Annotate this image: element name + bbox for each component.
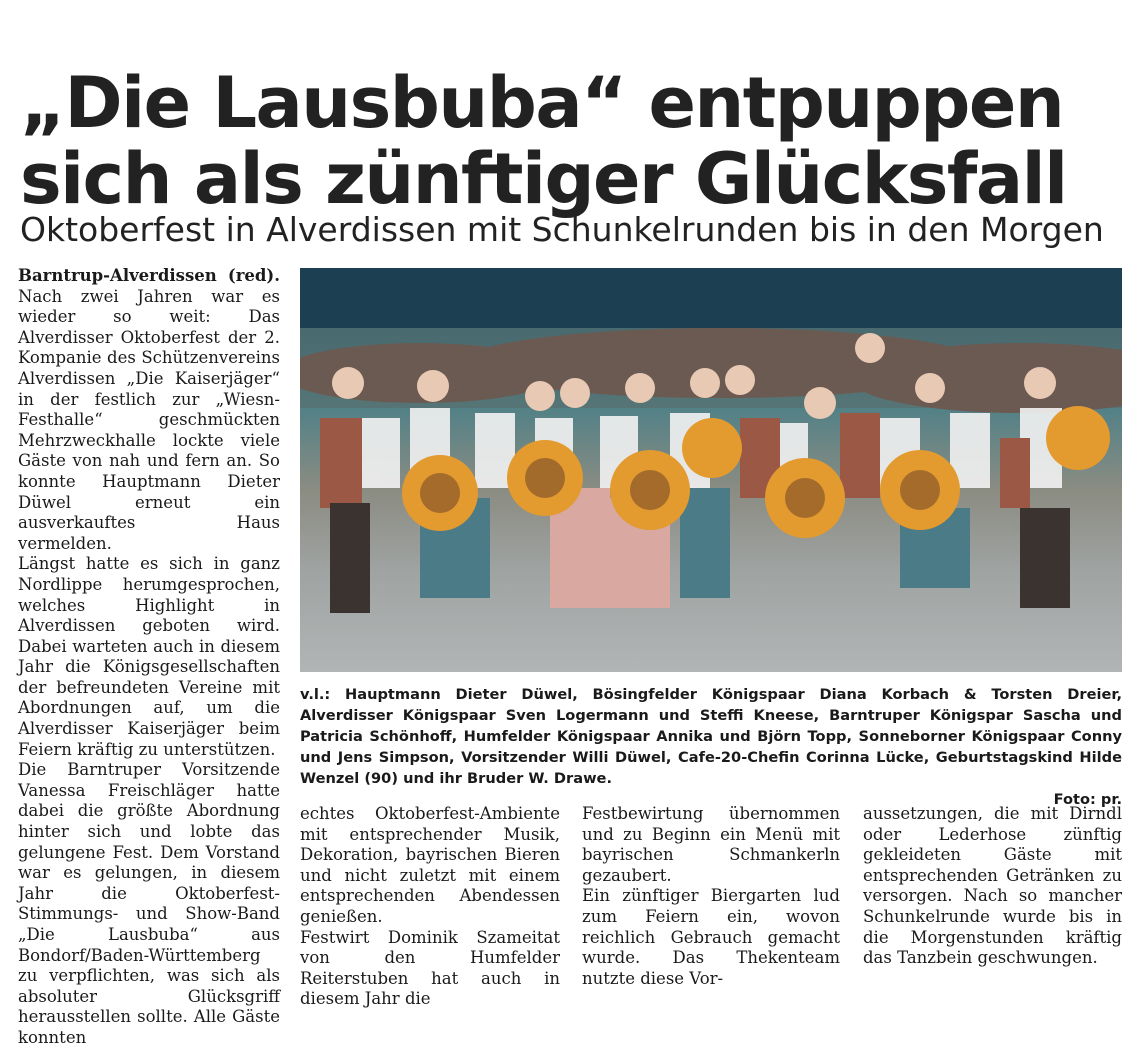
subheadline: Oktoberfest in Alverdissen mit Schunkelrunden bis in den Morgen	[20, 210, 1104, 249]
paragraph: Festwirt Dominik Szameitat von den Humfelder Reiterstuben hat auch in diesem Jahr die	[300, 927, 560, 1009]
paragraph: aussetzungen, die mit Dirndl oder Lederhose zünftig gekleideten Gäste mit entsprechenden Getränken zu versorgen. Nach so mancher Schunkelrunde wurde bis in die Morgenstunden kräftig das Tanzbein geschwungen.	[863, 804, 1122, 968]
article-column-4	[863, 804, 1122, 969]
photo-credit: Foto: pr.	[1053, 791, 1122, 808]
article-column-1	[18, 266, 280, 1049]
paragraph: Längst hatte es sich in ganz Nordlippe herumgesprochen, welches Highlight in Alverdissen geboten wird. Dabei warteten auch in diesem Jahr die Königsgesellschaften der befreundeten Vereine mit Abordnungen auf, um die Alverdisser Kaiserjäger beim Feiern kräftig zu unterstützen.	[18, 554, 280, 759]
photo-illustration	[300, 268, 1122, 672]
event-photo	[300, 268, 1122, 672]
headline: „Die Lausbuba“ entpuppen sich als zünftiger Glücksfall	[20, 61, 1067, 220]
article-column-3	[582, 804, 840, 989]
paragraph: echtes Oktoberfest-Ambiente mit entsprechender Musik, Dekoration, bayrischen Bieren und nicht zuletzt mit einem entsprechenden Abendessen genießen.	[300, 804, 560, 926]
paragraph: Die Barntruper Vorsitzende Vanessa Freischläger hatte dabei die größte Abordnung hinter sich und lobte das gelungene Fest. Dem Vorstand war es gelungen, in diesem Jahr die Oktoberfest-Stimmungs- und Show-Band „Die Lausbuba“ aus Bondorf/Baden-Württemberg zu verpflichten, was sich als absoluter Glücksgriff herausstellen sollte. Alle Gäste konnten	[18, 760, 280, 1047]
paragraph: Ein zünftiger Biergarten lud zum Feiern ein, wovon reichlich Gebrauch gemacht wurde. Das Thekenteam nutzte diese Vor-	[582, 886, 840, 988]
article-column-2	[300, 804, 560, 1010]
paragraph-text: Nach zwei Jahren war es wieder so weit: Das Alverdisser Oktoberfest der 2. Kompanie des Schützenvereins Alverdissen „Die Kaiserjäger“ in der festlich zur „Wiesn-Festhalle“ geschmückten Mehrzweckhalle lockte viele Gäste von nah und fern an. So konnte Hauptmann Dieter Düwel erneut ein ausverkauftes Haus vermelden.	[18, 286, 280, 553]
caption-text: v.l.: Hauptmann Dieter Düwel, Bösingfelder Königspaar Diana Korbach & Torsten Dreier, Alverdisser Königspaar Sven Logermann und Steffi Kneese, Barntruper Königspar Sascha und Patricia Schönhoff, Humfelder Königspaar Annika und Björn Topp, Sonneborner Königspaar Conny und Jens Simpson, Vorsitzender Willi Düwel, Cafe-20-Chefin Corinna Lücke, Geburtstagskind Hilde Wenzel (90) und ihr Bruder W. Drawe.	[300, 686, 1122, 787]
photo-caption	[300, 684, 1122, 810]
paragraph: Festbewirtung übernommen und zu Beginn ein Menü mit bayrischen Schmankerln gezaubert.	[582, 804, 840, 885]
paragraph	[18, 266, 280, 554]
dateline: Barntrup-Alverdissen (red).	[18, 266, 280, 285]
